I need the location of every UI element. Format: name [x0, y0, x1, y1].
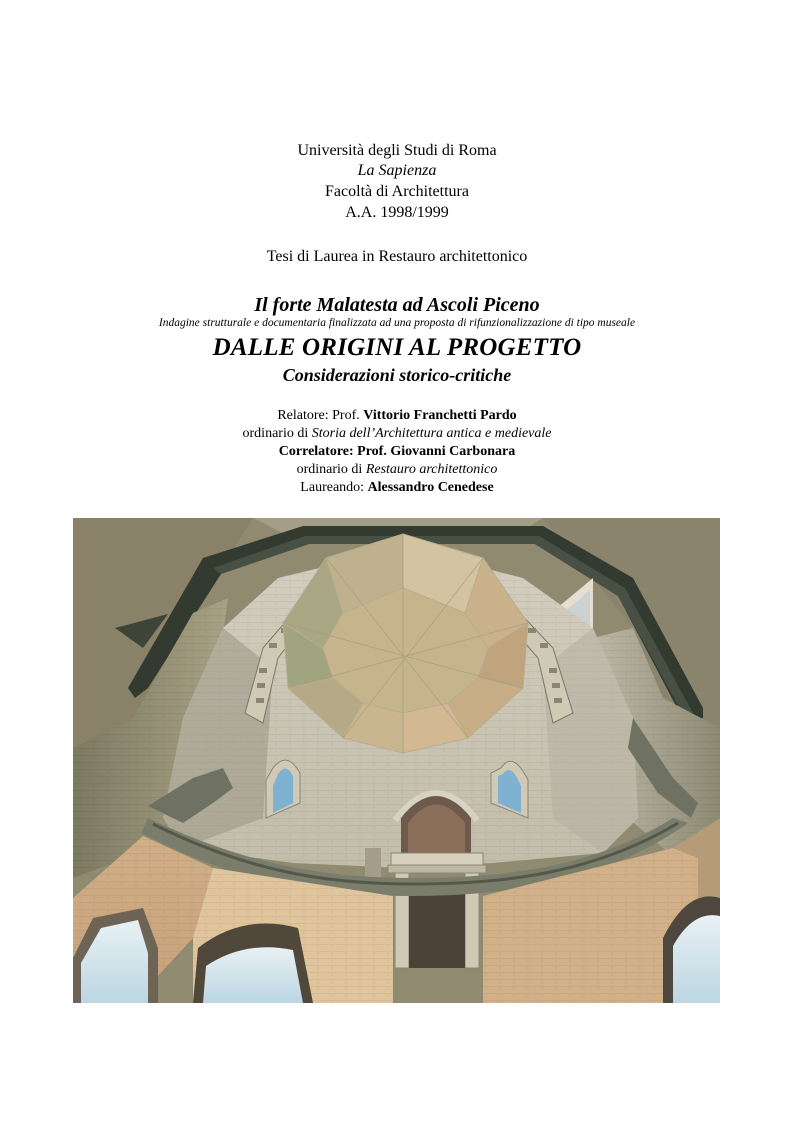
relatore-line: [0, 408, 794, 424]
thesis-title: Il forte Malatesta ad Ascoli Piceno: [254, 294, 540, 316]
correlatore-role-prefix: ordinario di: [296, 462, 366, 477]
relatore-role-prefix: ordinario di: [242, 426, 312, 441]
correlatore-role-line: [0, 462, 794, 478]
relatore-name: Vittorio Franchetti Pardo: [363, 408, 517, 423]
laureando-label: Laureando:: [300, 480, 368, 495]
thesis-description: Indagine strutturale e documentaria finalizzata ad una proposta di rifunzionalizzazione di tipo museale: [158, 317, 636, 329]
thesis-subtitle: Considerazioni storico-critiche: [282, 365, 512, 385]
thesis-type: Tesi di Laurea in Restauro architettonico: [266, 248, 528, 265]
faculty-line: Facoltà di Architettura: [325, 183, 469, 200]
correlatore-role: Restauro architettonico: [365, 462, 498, 477]
relatore-label: Relatore: Prof.: [277, 408, 364, 423]
laureando-name: Alessandro Cenedese: [367, 480, 494, 495]
relatore-role-line: [0, 426, 794, 442]
academic-year: A.A. 1998/1999: [345, 204, 449, 221]
dome-interior-rendering: [73, 518, 720, 1003]
university-name: La Sapienza: [357, 162, 437, 179]
correlatore-line: [0, 444, 794, 460]
thesis-headline: DALLE ORIGINI AL PROGETTO: [212, 334, 582, 361]
university-line: Università degli Studi di Roma: [297, 142, 497, 159]
relatore-role: Storia dell’Architettura antica e medievale: [311, 426, 552, 441]
laureando-line: [0, 480, 794, 496]
correlatore: Correlatore: Prof. Giovanni Carbonara: [278, 444, 516, 459]
